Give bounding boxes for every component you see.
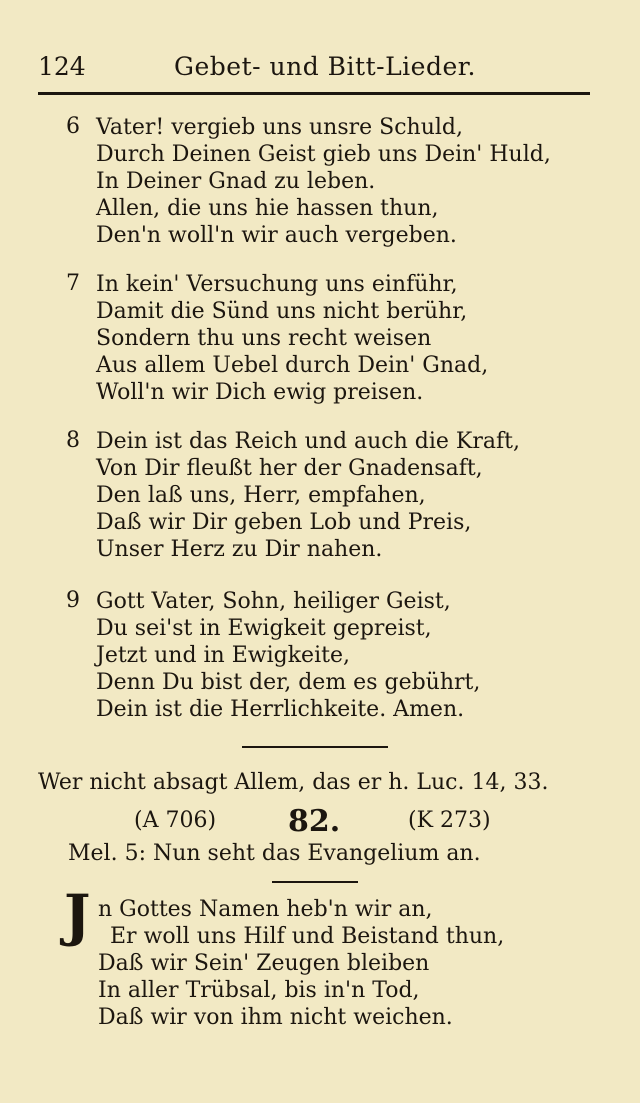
melody-line: Mel. 5: Nun seht das Evangelium an. (68, 841, 481, 866)
verse-lines (96, 428, 520, 563)
page-header (38, 52, 590, 86)
hymn-number: 82. (288, 804, 341, 839)
verse-line: Du sei'st in Ewigkeit gepreist, (96, 616, 432, 641)
verse-line: Durch Deinen Geist gieb uns Dein' Huld, (96, 142, 551, 167)
verse-line: Sondern thu uns recht weisen (96, 326, 432, 351)
header-rule (38, 92, 590, 95)
verse-line: Daß wir von ihm nicht weichen. (98, 1005, 453, 1030)
section-divider (242, 746, 388, 748)
verse-line: Aus allem Uebel durch Dein' Gnad, (96, 353, 489, 378)
verse-line: Gott Vater, Sohn, heiliger Geist, (96, 589, 451, 614)
verse-line: In kein' Versuchung uns einführ, (96, 272, 458, 297)
verse-number: 8 (66, 428, 80, 453)
scripture-reference: Wer nicht absagt Allem, das er h. Luc. 14, 33. (38, 770, 549, 795)
verse-line: Damit die Sünd uns nicht berühr, (96, 299, 468, 324)
hymn-heading (0, 806, 640, 840)
hymn-first-verse (98, 896, 504, 1031)
verse-lines (96, 114, 551, 249)
verse-lines (96, 588, 480, 723)
page-number: 124 (38, 52, 86, 81)
verse-line: Von Dir fleußt her der Gnadensaft, (96, 456, 483, 481)
verse-line: In Deiner Gnad zu leben. (96, 169, 376, 194)
verse-number: 9 (66, 588, 80, 613)
verse-line: Unser Herz zu Dir nahen. (96, 537, 383, 562)
running-title: Gebet- und Bitt-Lieder. (174, 52, 476, 81)
verse-number: 6 (66, 114, 80, 139)
verse-line: Woll'n wir Dich ewig preisen. (96, 380, 424, 405)
verse-line: Den laß uns, Herr, empfahen, (96, 483, 426, 508)
small-rule (272, 881, 358, 883)
drop-cap: J (64, 883, 91, 949)
verse-line: n Gottes Namen heb'n wir an, (98, 897, 433, 922)
verse-line: Daß wir Dir geben Lob und Preis, (96, 510, 472, 535)
verse-line: Vater! vergieb uns unsre Schuld, (96, 115, 463, 140)
cross-reference-left: (A 706) (134, 808, 217, 833)
verse-lines (96, 271, 488, 406)
verse-line: Er woll uns Hilf und Beistand thun, (110, 924, 505, 949)
verse-line: Allen, die uns hie hassen thun, (96, 196, 439, 221)
verse-line: Dein ist die Herrlichkeite. Amen. (96, 697, 465, 722)
cross-reference-right: (K 273) (408, 808, 491, 833)
verse-line: Jetzt und in Ewigkeite, (96, 643, 350, 668)
verse-line: In aller Trübsal, bis in'n Tod, (98, 978, 420, 1003)
verse-line: Daß wir Sein' Zeugen bleiben (98, 951, 430, 976)
verse-number: 7 (66, 271, 80, 296)
verse-line: Den'n woll'n wir auch vergeben. (96, 223, 457, 248)
verse-line: Dein ist das Reich und auch die Kraft, (96, 429, 520, 454)
verse-line: Denn Du bist der, dem es gebührt, (96, 670, 481, 695)
